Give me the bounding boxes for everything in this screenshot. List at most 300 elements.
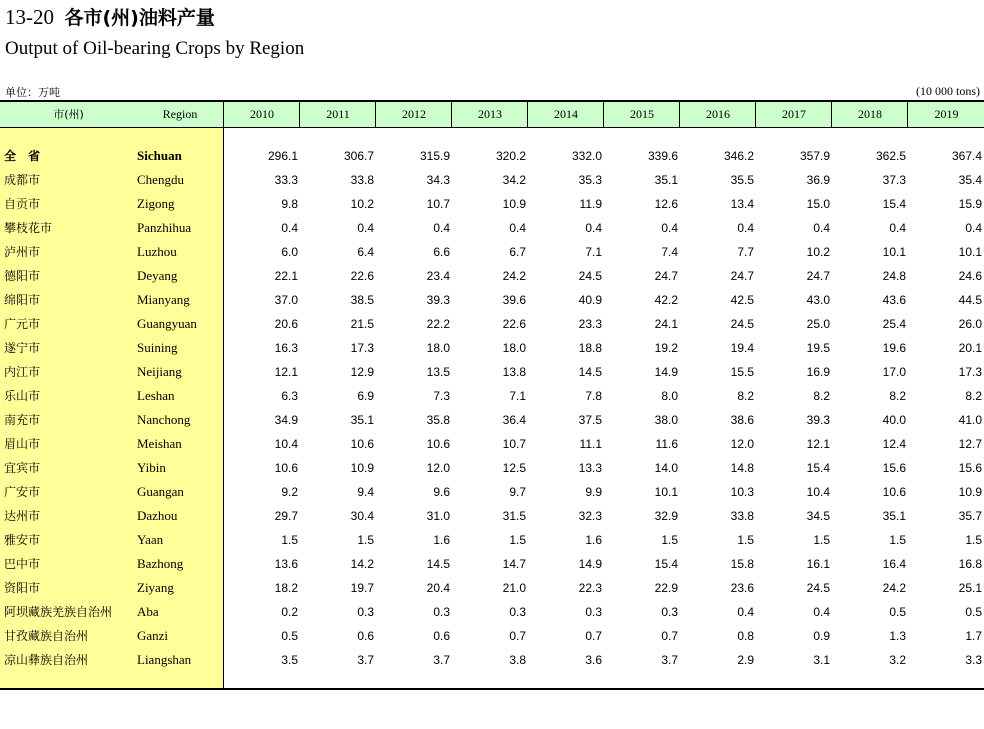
- value-cell: 42.5: [730, 293, 754, 307]
- value-cell: 35.1: [654, 173, 678, 187]
- value-cell: 22.3: [578, 581, 602, 595]
- value-cell: 1.5: [357, 533, 374, 547]
- value-cell: 9.4: [357, 485, 374, 499]
- value-cell: 34.5: [806, 509, 830, 523]
- value-cell: 0.3: [585, 605, 602, 619]
- value-cell: 12.0: [426, 461, 450, 475]
- value-cell: 34.3: [426, 173, 450, 187]
- value-cell: 35.7: [958, 509, 982, 523]
- value-cell: 0.4: [889, 221, 906, 235]
- region-name: Zigong: [137, 196, 175, 211]
- value-cell: 7.3: [433, 389, 450, 403]
- table-row: [0, 384, 984, 408]
- value-cell: 12.4: [882, 437, 906, 451]
- value-cell: 9.2: [281, 485, 298, 499]
- value-cell: 6.0: [281, 245, 298, 259]
- value-cell: 24.1: [654, 317, 678, 331]
- value-cell: 21.5: [350, 317, 374, 331]
- value-cell: 10.9: [958, 485, 982, 499]
- value-cell: 24.6: [958, 269, 982, 283]
- value-cell: 3.7: [357, 653, 374, 667]
- value-cell: 12.9: [350, 365, 374, 379]
- value-cell: 7.7: [737, 245, 754, 259]
- value-cell: 35.8: [426, 413, 450, 427]
- table-row: [0, 552, 984, 576]
- value-cell: 11.6: [655, 437, 678, 451]
- value-cell: 1.5: [965, 533, 982, 547]
- value-cell: 18.8: [578, 341, 602, 355]
- value-cell: 3.5: [281, 653, 298, 667]
- city-name: 资阳市: [4, 581, 41, 595]
- value-cell: 10.1: [882, 245, 906, 259]
- region-name: Chengdu: [137, 172, 184, 187]
- value-cell: 2.9: [737, 653, 754, 667]
- value-cell: 35.1: [882, 509, 906, 523]
- city-name: 德阳市: [4, 269, 41, 283]
- value-cell: 19.6: [882, 341, 906, 355]
- value-cell: 8.2: [965, 389, 982, 403]
- region-name: Yaan: [137, 532, 164, 547]
- value-cell: 13.8: [502, 365, 526, 379]
- value-cell: 15.9: [958, 197, 982, 211]
- city-name: 广元市: [4, 317, 41, 331]
- value-cell: 18.2: [274, 581, 298, 595]
- region-name: Sichuan: [137, 148, 182, 163]
- value-cell: 12.1: [274, 365, 298, 379]
- value-cell: 0.7: [509, 629, 526, 643]
- value-cell: 14.9: [578, 557, 602, 571]
- header-year: 2018: [831, 102, 908, 127]
- value-cell: 10.4: [274, 437, 298, 451]
- value-cell: 0.3: [357, 605, 374, 619]
- value-cell: 44.5: [958, 293, 982, 307]
- value-cell: 3.3: [965, 653, 982, 667]
- value-cell: 10.3: [730, 485, 754, 499]
- header-year: 2014: [527, 102, 604, 127]
- value-cell: 3.7: [661, 653, 678, 667]
- value-cell: 6.6: [433, 245, 450, 259]
- table-row: [0, 336, 984, 360]
- value-cell: 10.4: [806, 485, 830, 499]
- city-name: 攀枝花市: [4, 221, 53, 235]
- value-cell: 1.7: [965, 629, 982, 643]
- value-cell: 24.7: [806, 269, 830, 283]
- value-cell: 16.9: [806, 365, 830, 379]
- value-cell: 315.9: [419, 149, 450, 163]
- value-cell: 18.0: [502, 341, 526, 355]
- table-row: [0, 360, 984, 384]
- value-cell: 32.9: [654, 509, 678, 523]
- value-cell: 31.5: [502, 509, 526, 523]
- value-cell: 19.7: [350, 581, 374, 595]
- value-cell: 22.6: [350, 269, 374, 283]
- header-year: 2017: [755, 102, 832, 127]
- value-cell: 0.5: [889, 605, 906, 619]
- value-cell: 339.6: [647, 149, 678, 163]
- value-cell: 16.3: [274, 341, 298, 355]
- city-name: 巴中市: [4, 557, 41, 571]
- city-name: 全 省: [4, 149, 45, 163]
- value-cell: 10.6: [882, 485, 906, 499]
- value-cell: 43.6: [882, 293, 906, 307]
- value-cell: 39.6: [502, 293, 526, 307]
- value-cell: 0.4: [737, 221, 754, 235]
- table-row: [0, 576, 984, 600]
- value-cell: 34.9: [274, 413, 298, 427]
- value-cell: 40.9: [578, 293, 602, 307]
- value-cell: 0.4: [661, 221, 678, 235]
- city-name: 雅安市: [4, 533, 41, 547]
- value-cell: 26.0: [958, 317, 982, 331]
- value-cell: 10.7: [426, 197, 450, 211]
- table-row: [0, 432, 984, 456]
- value-cell: 1.6: [433, 533, 450, 547]
- value-cell: 1.5: [661, 533, 678, 547]
- value-cell: 0.3: [509, 605, 526, 619]
- value-cell: 14.5: [426, 557, 450, 571]
- value-cell: 1.5: [737, 533, 754, 547]
- value-cell: 15.4: [882, 197, 906, 211]
- table-row: [0, 240, 984, 264]
- value-cell: 15.5: [730, 365, 754, 379]
- value-cell: 12.7: [958, 437, 982, 451]
- table-row: [0, 504, 984, 528]
- value-cell: 8.2: [889, 389, 906, 403]
- value-cell: 17.3: [958, 365, 982, 379]
- value-cell: 10.9: [502, 197, 526, 211]
- value-cell: 38.0: [654, 413, 678, 427]
- city-name: 眉山市: [4, 437, 41, 451]
- value-cell: 0.9: [813, 629, 830, 643]
- value-cell: 7.1: [585, 245, 602, 259]
- value-cell: 0.5: [281, 629, 298, 643]
- region-name: Mianyang: [137, 292, 190, 307]
- header-year: 2019: [907, 102, 984, 127]
- value-cell: 10.2: [806, 245, 830, 259]
- value-cell: 9.8: [281, 197, 298, 211]
- header-year: 2016: [679, 102, 756, 127]
- region-name: Suining: [137, 340, 178, 355]
- value-cell: 320.2: [495, 149, 526, 163]
- value-cell: 40.0: [882, 413, 906, 427]
- value-cell: 15.6: [882, 461, 906, 475]
- table-header: [0, 102, 984, 128]
- city-name: 内江市: [4, 365, 41, 379]
- value-cell: 0.4: [585, 221, 602, 235]
- value-cell: 16.8: [958, 557, 982, 571]
- value-cell: 38.5: [350, 293, 374, 307]
- value-cell: 0.4: [433, 221, 450, 235]
- city-name: 凉山彝族自治州: [4, 653, 89, 667]
- header-city: 市(州): [53, 108, 84, 121]
- value-cell: 357.9: [799, 149, 830, 163]
- city-name: 甘孜藏族自治州: [4, 629, 89, 643]
- region-name: Liangshan: [137, 652, 192, 667]
- city-name: 成都市: [4, 173, 41, 187]
- city-name: 宜宾市: [4, 461, 41, 475]
- value-cell: 7.4: [661, 245, 678, 259]
- value-cell: 15.6: [958, 461, 982, 475]
- value-cell: 0.4: [965, 221, 982, 235]
- table-row: [0, 528, 984, 552]
- value-cell: 10.1: [654, 485, 678, 499]
- value-cell: 22.6: [502, 317, 526, 331]
- value-cell: 39.3: [426, 293, 450, 307]
- table-row: [0, 456, 984, 480]
- value-cell: 10.9: [350, 461, 374, 475]
- value-cell: 42.2: [654, 293, 678, 307]
- value-cell: 17.3: [350, 341, 374, 355]
- table-row: [0, 408, 984, 432]
- table-row: [0, 216, 984, 240]
- value-cell: 25.4: [882, 317, 906, 331]
- value-cell: 10.1: [958, 245, 982, 259]
- bottom-rule: [0, 688, 984, 690]
- value-cell: 12.6: [654, 197, 678, 211]
- value-cell: 10.6: [274, 461, 298, 475]
- value-cell: 306.7: [343, 149, 374, 163]
- city-name: 遂宁市: [4, 341, 41, 355]
- value-cell: 14.8: [730, 461, 754, 475]
- value-cell: 33.8: [350, 173, 374, 187]
- value-cell: 23.4: [426, 269, 450, 283]
- table-row: [0, 168, 984, 192]
- value-cell: 8.2: [813, 389, 830, 403]
- value-cell: 35.4: [958, 173, 982, 187]
- unit-en: (10 000 tons): [916, 84, 980, 98]
- value-cell: 25.0: [806, 317, 830, 331]
- value-cell: 14.5: [578, 365, 602, 379]
- region-name: Guangyuan: [137, 316, 197, 331]
- region-name: Leshan: [137, 388, 175, 403]
- value-cell: 6.7: [509, 245, 526, 259]
- header-region: Region: [162, 107, 198, 121]
- region-name: Luzhou: [137, 244, 177, 259]
- value-cell: 24.5: [730, 317, 754, 331]
- value-cell: 3.6: [585, 653, 602, 667]
- value-cell: 9.7: [509, 485, 526, 499]
- value-cell: 0.3: [433, 605, 450, 619]
- value-cell: 7.1: [509, 389, 526, 403]
- value-cell: 6.3: [281, 389, 298, 403]
- value-cell: 19.5: [806, 341, 830, 355]
- value-cell: 3.1: [813, 653, 830, 667]
- value-cell: 31.0: [426, 509, 450, 523]
- value-cell: 0.4: [813, 221, 830, 235]
- value-cell: 39.3: [806, 413, 830, 427]
- value-cell: 33.8: [730, 509, 754, 523]
- value-cell: 43.0: [806, 293, 830, 307]
- value-cell: 1.5: [509, 533, 526, 547]
- value-cell: 1.5: [889, 533, 906, 547]
- city-name: 南充市: [4, 413, 41, 427]
- value-cell: 0.4: [813, 605, 830, 619]
- value-cell: 0.8: [737, 629, 754, 643]
- value-cell: 1.5: [813, 533, 830, 547]
- region-name: Panzhihua: [137, 220, 192, 235]
- region-name: Dazhou: [137, 508, 178, 523]
- value-cell: 24.5: [578, 269, 602, 283]
- table-row: [0, 288, 984, 312]
- title-cn-text: 各市(州)油料产量: [64, 7, 215, 29]
- value-cell: 19.2: [654, 341, 678, 355]
- value-cell: 0.4: [737, 605, 754, 619]
- value-cell: 33.3: [274, 173, 298, 187]
- table-title-cn: [5, 4, 215, 31]
- value-cell: 0.6: [357, 629, 374, 643]
- region-name: Aba: [137, 604, 159, 619]
- region-name: Ganzi: [137, 628, 169, 643]
- value-cell: 37.5: [578, 413, 602, 427]
- value-cell: 3.8: [509, 653, 526, 667]
- value-cell: 12.1: [806, 437, 830, 451]
- region-name: Ziyang: [137, 580, 174, 595]
- value-cell: 362.5: [875, 149, 906, 163]
- value-cell: 22.9: [654, 581, 678, 595]
- value-cell: 14.2: [350, 557, 374, 571]
- value-cell: 20.6: [274, 317, 298, 331]
- value-cell: 332.0: [571, 149, 602, 163]
- value-cell: 16.4: [882, 557, 906, 571]
- value-cell: 15.0: [806, 197, 830, 211]
- value-cell: 0.5: [965, 605, 982, 619]
- table-row: [0, 192, 984, 216]
- city-name: 自贡市: [4, 197, 41, 211]
- value-cell: 34.2: [502, 173, 526, 187]
- table-row: [0, 624, 984, 648]
- value-cell: 10.7: [502, 437, 526, 451]
- value-cell: 15.4: [806, 461, 830, 475]
- header-year: 2013: [451, 102, 528, 127]
- value-cell: 14.9: [654, 365, 678, 379]
- header-year: 2010: [223, 102, 300, 127]
- header-year: 2011: [299, 102, 376, 127]
- value-cell: 12.5: [502, 461, 526, 475]
- value-cell: 25.1: [958, 581, 982, 595]
- value-cell: 21.0: [502, 581, 526, 595]
- value-cell: 41.0: [958, 413, 982, 427]
- value-cell: 13.6: [274, 557, 298, 571]
- value-cell: 1.6: [585, 533, 602, 547]
- city-name: 阿坝藏族羌族自治州: [4, 605, 113, 619]
- city-name: 达州市: [4, 509, 41, 523]
- table-number: 13-20: [5, 5, 54, 29]
- header-year: 2012: [375, 102, 452, 127]
- value-cell: 9.9: [585, 485, 602, 499]
- value-cell: 6.9: [357, 389, 374, 403]
- table-row: [0, 600, 984, 624]
- region-name: Deyang: [137, 268, 178, 283]
- region-name: Guangan: [137, 484, 184, 499]
- value-cell: 23.6: [730, 581, 754, 595]
- value-cell: 13.5: [426, 365, 450, 379]
- value-cell: 22.1: [274, 269, 298, 283]
- value-cell: 20.4: [426, 581, 450, 595]
- value-cell: 11.1: [579, 437, 602, 451]
- value-cell: 12.0: [730, 437, 754, 451]
- value-cell: 13.4: [730, 197, 754, 211]
- unit-cn: 单位：万吨: [5, 86, 60, 99]
- value-cell: 36.9: [806, 173, 830, 187]
- table-row: [0, 480, 984, 504]
- region-name: Neijiang: [137, 364, 182, 379]
- region-name: Nanchong: [137, 412, 191, 427]
- value-cell: 37.0: [274, 293, 298, 307]
- value-cell: 24.2: [502, 269, 526, 283]
- value-cell: 22.2: [426, 317, 450, 331]
- value-cell: 17.0: [882, 365, 906, 379]
- value-cell: 0.4: [509, 221, 526, 235]
- value-cell: 24.2: [882, 581, 906, 595]
- value-cell: 6.4: [357, 245, 374, 259]
- value-cell: 10.2: [350, 197, 374, 211]
- value-cell: 10.6: [350, 437, 374, 451]
- value-cell: 346.2: [723, 149, 754, 163]
- value-cell: 0.4: [357, 221, 374, 235]
- value-cell: 30.4: [350, 509, 374, 523]
- city-name: 乐山市: [4, 389, 41, 403]
- value-cell: 3.7: [433, 653, 450, 667]
- table-row-total: [0, 144, 984, 168]
- value-cell: 0.7: [585, 629, 602, 643]
- table-row: [0, 264, 984, 288]
- value-cell: 32.3: [578, 509, 602, 523]
- value-cell: 15.4: [654, 557, 678, 571]
- value-cell: 35.5: [730, 173, 754, 187]
- value-cell: 24.5: [806, 581, 830, 595]
- value-cell: 37.3: [882, 173, 906, 187]
- value-cell: 7.8: [585, 389, 602, 403]
- value-cell: 0.6: [433, 629, 450, 643]
- city-name: 绵阳市: [4, 293, 41, 307]
- value-cell: 1.5: [281, 533, 298, 547]
- table-row: [0, 648, 984, 672]
- value-cell: 0.4: [281, 221, 298, 235]
- value-cell: 35.3: [578, 173, 602, 187]
- table-title-en: Output of Oil-bearing Crops by Region: [5, 38, 305, 59]
- value-cell: 38.6: [730, 413, 754, 427]
- value-cell: 29.7: [274, 509, 298, 523]
- table-row: [0, 312, 984, 336]
- region-name: Meishan: [137, 436, 182, 451]
- value-cell: 18.0: [426, 341, 450, 355]
- value-cell: 14.7: [502, 557, 526, 571]
- value-cell: 19.4: [730, 341, 754, 355]
- value-cell: 3.2: [889, 653, 906, 667]
- value-cell: 20.1: [958, 341, 982, 355]
- value-cell: 8.2: [737, 389, 754, 403]
- value-cell: 36.4: [502, 413, 526, 427]
- value-cell: 24.8: [882, 269, 906, 283]
- region-name: Bazhong: [137, 556, 184, 571]
- value-cell: 9.6: [433, 485, 450, 499]
- value-cell: 10.6: [426, 437, 450, 451]
- value-cell: 0.2: [281, 605, 298, 619]
- value-cell: 15.8: [730, 557, 754, 571]
- region-name: Yibin: [137, 460, 166, 475]
- value-cell: 13.3: [578, 461, 602, 475]
- value-cell: 296.1: [267, 149, 298, 163]
- value-cell: 8.0: [661, 389, 678, 403]
- city-name: 泸州市: [4, 245, 41, 259]
- value-cell: 1.3: [889, 629, 906, 643]
- value-cell: 14.0: [654, 461, 678, 475]
- value-cell: 23.3: [578, 317, 602, 331]
- value-cell: 11.9: [579, 197, 602, 211]
- city-name: 广安市: [4, 485, 41, 499]
- value-cell: 24.7: [654, 269, 678, 283]
- value-cell: 0.7: [661, 629, 678, 643]
